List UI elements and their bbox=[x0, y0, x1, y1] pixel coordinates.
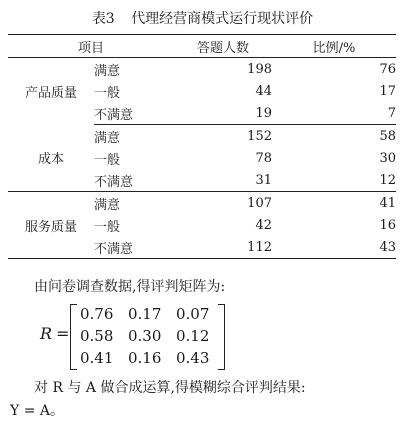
level-cell: 一般 bbox=[94, 85, 121, 101]
count-cell: 107 bbox=[247, 195, 272, 211]
level-cell: 一般 bbox=[94, 219, 121, 235]
group-label: 产品质量 bbox=[24, 85, 77, 101]
right-bracket bbox=[218, 304, 225, 370]
header-count: 答题人数 bbox=[174, 35, 272, 58]
pct-cell: 41 bbox=[379, 195, 396, 211]
level-cell: 一般 bbox=[94, 152, 121, 168]
matrix-symbol: R bbox=[40, 324, 53, 343]
count-cell: 31 bbox=[174, 169, 272, 192]
level-cell: 满意 bbox=[94, 130, 121, 146]
count-cell: 152 bbox=[247, 128, 272, 144]
pct-cell: 17 bbox=[379, 83, 396, 99]
judgment-matrix bbox=[36, 300, 226, 370]
pct-cell: 76 bbox=[379, 61, 396, 77]
pct-cell: 16 bbox=[379, 217, 396, 233]
table-caption bbox=[0, 8, 405, 28]
group-label: 成本 bbox=[8, 125, 94, 192]
level-cell: 不满意 bbox=[94, 236, 174, 259]
count-cell: 42 bbox=[255, 217, 272, 233]
level-cell: 不满意 bbox=[94, 169, 174, 192]
level-cell: 满意 bbox=[94, 63, 121, 79]
count-cell: 198 bbox=[247, 61, 272, 77]
header-item: 项目 bbox=[8, 35, 174, 58]
matrix-cell: 0.17 bbox=[128, 305, 162, 323]
result-text: Y = A。 bbox=[10, 403, 64, 419]
level-cell: 满意 bbox=[94, 197, 121, 213]
pct-cell: 30 bbox=[379, 150, 396, 166]
composition-text: 对 R 与 A 做合成运算,得模糊综合评判结果: bbox=[34, 380, 306, 396]
table-row bbox=[8, 125, 396, 148]
pct-cell: 43 bbox=[272, 236, 396, 259]
pct-cell: 12 bbox=[272, 169, 396, 192]
matrix-cell: 0.16 bbox=[128, 349, 162, 367]
equals-sign: = bbox=[56, 324, 70, 343]
table-row bbox=[8, 58, 396, 81]
table-title: 代理经营商模式运行现状评价 bbox=[131, 11, 314, 27]
evaluation-table bbox=[8, 34, 396, 259]
matrix-cell: 0.41 bbox=[80, 349, 114, 367]
matrix-cell: 0.43 bbox=[176, 349, 210, 367]
count-cell: 44 bbox=[255, 83, 272, 99]
level-cell: 不满意 bbox=[94, 102, 174, 125]
pct-cell: 7 bbox=[272, 102, 396, 125]
matrix-cell: 0.76 bbox=[80, 305, 114, 323]
count-cell: 19 bbox=[174, 102, 272, 125]
count-cell: 112 bbox=[174, 236, 272, 259]
left-bracket bbox=[70, 304, 77, 370]
matrix-intro-text: 由问卷调查数据,得评判矩阵为: bbox=[34, 279, 226, 295]
matrix-cell: 0.12 bbox=[176, 327, 210, 345]
table-row bbox=[8, 192, 396, 215]
matrix-cell: 0.58 bbox=[80, 327, 114, 345]
pct-cell: 58 bbox=[379, 128, 396, 144]
group-label: 服务质量 bbox=[8, 192, 94, 259]
table-number: 表3 bbox=[91, 11, 115, 27]
header-pct: 比例/% bbox=[272, 35, 396, 58]
matrix-cell: 0.30 bbox=[128, 327, 162, 345]
count-cell: 78 bbox=[255, 150, 272, 166]
matrix-cell: 0.07 bbox=[176, 305, 210, 323]
